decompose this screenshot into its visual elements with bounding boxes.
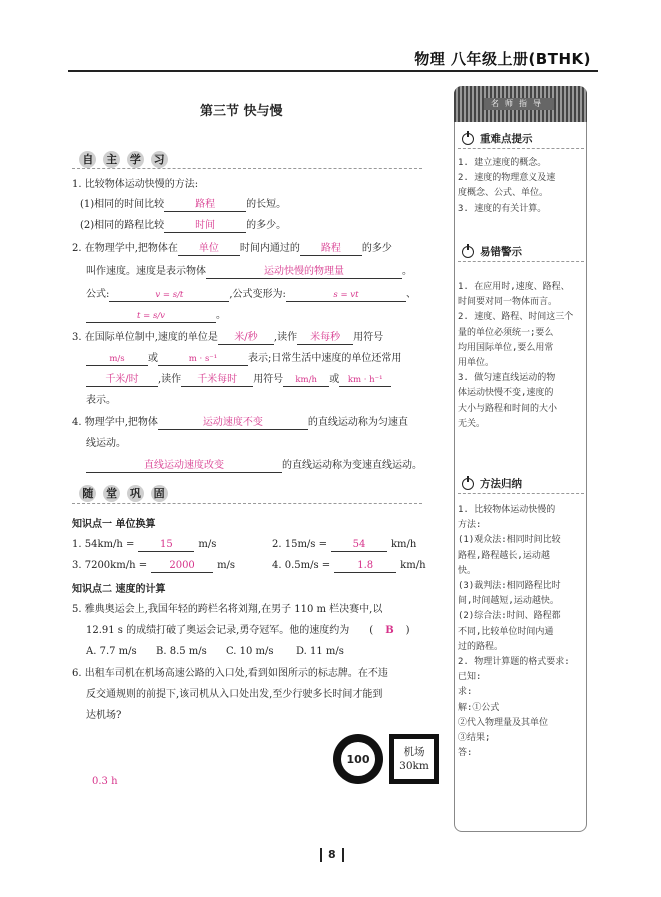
sidebar-heading-text: 易错警示 [480,246,522,258]
q1-a [80,198,286,212]
q2-text: 时间内通过的 [239,243,300,254]
q6-answer: 0.3 h [92,776,118,787]
q1-a-post: 的长短。 [246,199,287,210]
book-title: 物理 八年级上册(BTHK) [414,50,591,68]
conv-1 [72,538,216,552]
q2-text: 。 [216,310,226,321]
q2-text: 、 [405,289,416,300]
q5-line1: 5. 雅典奥运会上,我国年轻的跨栏名将刘翔,在男子 110 m 栏决赛中,以 [72,604,383,615]
conv-text: m/s [198,539,217,550]
q3-text: 或 [148,353,158,364]
sidebar-line: 1. 建立速度的概念。 [458,158,547,168]
q5-paren: ( [369,625,374,636]
q2-text: 的多少 [361,243,392,254]
q3-text: ,读作 [158,374,182,385]
distance-sign-place: 机场 [403,746,425,758]
q4-line1 [72,416,408,430]
q6-line2: 反交通规则的前提下,该司机从入口处出发,至少行驶多长时间才能到 [86,689,383,700]
q1-b-pre: (2)相同的路程比较 [80,220,165,231]
q3-line2 [86,352,401,366]
sidebar-line: 答: [458,748,473,759]
sidebar-line: 2. 物理计算题的格式要求: [458,657,570,668]
q1-b-post: 的多少。 [246,220,287,231]
sidebar-line: 方法: [458,520,482,531]
page-number [314,848,350,862]
q2-answer-unit: 单位 [178,243,240,256]
q2-line2 [86,265,412,279]
sidebar-line: 无关。 [458,418,486,429]
sidebar-line: 时间要对同一物体而言。 [458,297,558,308]
q3-line3 [86,373,391,387]
power-icon [462,246,474,258]
speed-limit-value: 100 [341,742,375,776]
q1-b-answer: 时间 [164,220,246,233]
sidebar-heading-text: 重难点提示 [480,133,533,145]
header-rule [68,70,598,72]
q4-text: 4. 物理学中,把物体 [72,417,158,428]
badge-divider [72,168,422,169]
q3-text: 用符号 [253,374,284,385]
sidebar-line: 路程,路程越长,运动越 [458,550,550,561]
power-icon [462,133,474,145]
q2-line4 [86,309,226,323]
q3-text: 表示;日常生活中速度的单位还常用 [248,353,402,364]
knowledge-point-1: 知识点一 单位换算 [72,519,156,530]
sidebar-divider [458,493,584,494]
q3-answer-si-unit: 米/秒 [218,332,274,345]
q5-paren: ) [405,625,410,636]
badge-char: 随 [79,485,96,502]
q2-answer-formula-variant2: t = s/v [86,310,216,323]
q4-line3 [86,459,422,473]
conv-1-answer: 15 [138,539,194,552]
q3-text: 3. 在国际单位制中,速度的单位是 [72,332,218,343]
page-number-text: 8 [328,848,336,861]
q3-answer-symbol2: m · s⁻¹ [158,353,248,366]
q4-text: 的直线运动称为变速直线运动。 [282,460,422,471]
q2-line1 [72,242,392,256]
sidebar-line: 用单位。 [458,358,495,369]
q6-line3: 达机场? [86,710,122,721]
sidebar-heading-mistakes [462,244,522,259]
badge-char: 巩 [127,485,144,502]
knowledge-point-2: 知识点二 速度的计算 [72,584,166,595]
conv-text: 2. 15m/s = [272,539,327,550]
q3-text: 或 [329,374,340,385]
q1-a-pre: (1)相同的时间比较 [80,199,165,210]
q3-answer-common-symbol1: km/h [283,374,329,387]
sidebar-line: (1)观众法:相同时间比较 [458,535,561,546]
q5-option-d: D. 11 m/s [296,646,344,657]
q5-line2 [86,624,410,637]
q2-text: ,公式变形为: [229,289,286,300]
badge-self-study [76,150,171,168]
sidebar-line: 已知: [458,672,482,683]
sidebar-line: 3. 做匀速直线运动的物 [458,373,556,384]
badge-char: 学 [127,151,144,168]
conv-text: 4. 0.5m/s = [272,560,331,571]
badge-char: 堂 [103,485,120,502]
page-number-bar [342,848,344,862]
sidebar-line: ②代入物理量及其单位 [458,717,549,728]
distance-sign-distance: 30km [399,760,429,772]
q3-answer-common-unit: 千米/时 [86,374,158,387]
sidebar-heading-methods [462,476,522,491]
sidebar-line: (3)裁判法:相同路程比时 [458,581,561,592]
q3-answer-symbol1: m/s [86,353,148,366]
sidebar-line: 不同,比较单位时间内通 [458,626,554,637]
q2-line3 [86,288,416,302]
q5-options [86,645,366,658]
q5-option-c: C. 10 m/s [226,646,274,657]
sidebar-divider [458,148,584,149]
q5-option-a: A. 7.7 m/s [86,646,137,657]
badge-class-practice [76,484,171,502]
sidebar-line: 度概念、公式、单位。 [458,188,549,199]
conv-2 [272,538,416,552]
badge-char: 习 [151,151,168,168]
q4-text: 的直线运动称为匀速直 [307,417,408,428]
conv-2-answer: 54 [331,539,387,552]
conv-text: m/s [217,560,236,571]
sidebar-header-label: 名师指导 [484,98,554,110]
badge-char: 主 [103,151,120,168]
sidebar-line: 求: [458,687,473,698]
q3-text: ,读作 [273,332,298,343]
page-number-bar [320,848,322,862]
q3-text: 用符号 [353,332,384,343]
badge-char: 固 [151,485,168,502]
sidebar-line: 2. 速度的物理意义及速 [458,173,556,184]
q2-text: 叫作速度。速度是表示物体 [86,266,206,277]
sidebar-line: 1. 在应用时,速度、路程、 [458,282,570,292]
sidebar-line: 2. 速度、路程、时间这三个 [458,312,574,323]
sidebar-line: 体运动快慢不变,速度的 [458,388,554,399]
q6-line1: 6. 出租车司机在机场高速公路的入口处,看到如图所示的标志牌。在不违 [72,668,388,679]
sidebar-heading-key-points [462,131,533,146]
badge-divider [72,503,422,504]
sidebar-line: 1. 比较物体运动快慢的 [458,505,556,515]
sidebar-line: 大小与路程和时间的大小 [458,403,558,414]
sidebar-line: 解:①公式 [458,702,500,713]
distance-sign [389,734,439,784]
power-icon [462,478,474,490]
conv-4-answer: 1.8 [334,560,396,573]
sidebar-line: 间,时间越短,运动越快。 [458,596,559,607]
q5-option-b: B. 8.5 m/s [156,646,207,657]
conv-3-answer: 2000 [151,560,213,573]
conv-4 [272,559,426,573]
q2-text: 。 [402,266,412,277]
sidebar-methods [458,503,586,761]
q5-text: 12.91 s 的成绩打破了奥运会记录,勇夺冠军。他的速度约为 [86,625,350,636]
sidebar-line: 3. 速度的有关计算。 [458,203,547,214]
q2-text: 2. 在物理学中,把物体在 [72,243,178,254]
q5-answer: B [385,625,394,636]
q4-line2: 线运动。 [86,438,126,449]
q2-answer-distance: 路程 [300,243,362,256]
conv-text: 1. 54km/h = [72,539,135,550]
q4-answer-variable: 直线运动速度改变 [86,460,282,473]
q3-answer-common-symbol2: km · h⁻¹ [339,374,391,387]
conv-text: km/h [391,539,417,550]
sidebar-line: ③结果; [458,733,491,744]
sidebar-line: 均用国际单位,要么用常 [458,342,554,353]
conv-text: 3. 7200km/h = [72,560,148,571]
sidebar-divider [458,261,584,262]
q3-answer-common-reading: 千米每时 [181,374,253,387]
q4-answer-uniform: 运动速度不变 [158,417,308,430]
badge-char: 自 [79,151,96,168]
q3-line4: 表示。 [86,395,116,406]
sidebar-heading-text: 方法归纳 [480,478,522,490]
sidebar-line: (2)综合法:时间、路程都 [458,611,561,622]
speed-limit-sign [333,734,383,784]
sidebar-line: 过的路程。 [458,641,504,652]
q3-answer-reading: 米每秒 [297,332,353,345]
q1-b [80,219,286,233]
sidebar-line: 快。 [458,565,477,576]
section-title: 第三节 快与慢 [200,104,283,119]
q2-answer-formula: v = s/t [109,289,229,302]
sidebar-line: 量的单位必须统一;要么 [458,327,554,338]
q2-answer-meaning: 运动快慢的物理量 [206,266,402,279]
conv-text: km/h [400,560,426,571]
q1-stem: 1. 比较物体运动快慢的方法: [72,179,199,190]
q3-line1 [72,331,383,345]
sidebar-key-points [458,156,586,217]
q1-a-answer: 路程 [164,199,246,212]
q2-text: 公式: [86,289,110,300]
sidebar-mistakes [458,280,586,432]
conv-3 [72,559,235,573]
q2-answer-formula-variant: s = vt [286,289,406,302]
